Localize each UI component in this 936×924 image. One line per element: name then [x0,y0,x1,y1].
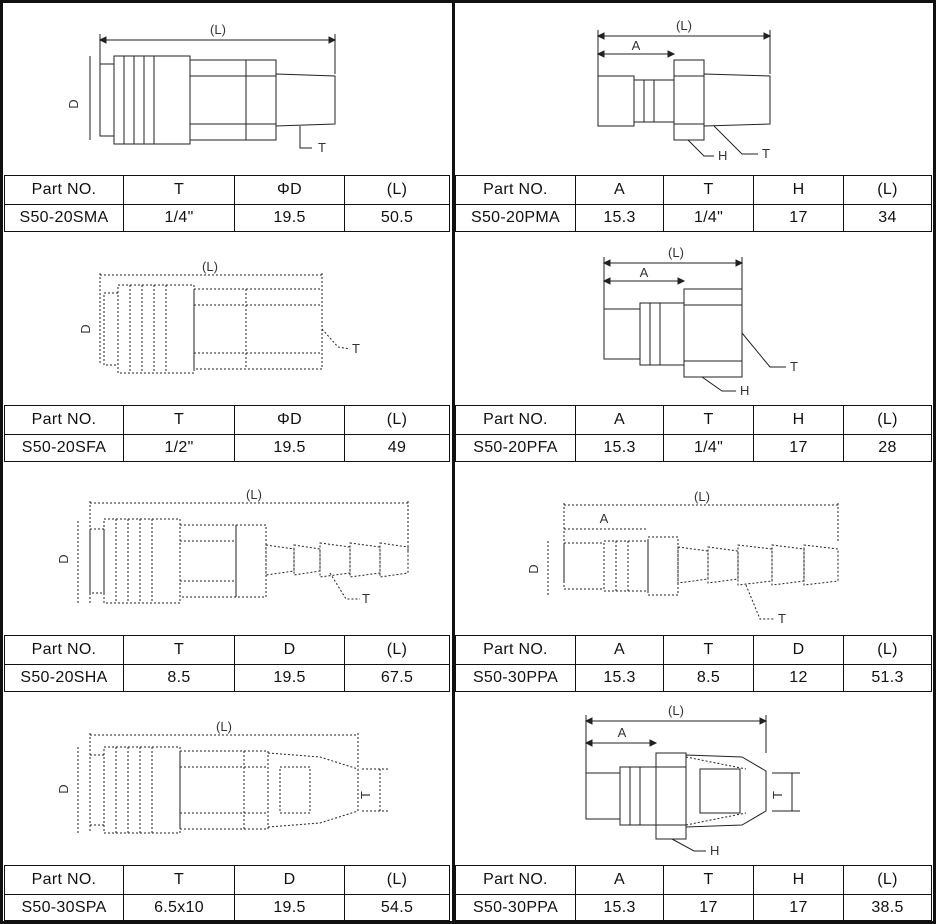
dim-d-label: D [78,324,93,334]
dim-a-label: A [631,38,641,53]
value-cell: 1/4" [663,204,754,232]
header-cell: T [663,635,754,665]
dim-d-label: D [56,554,71,564]
value-cell: 15.3 [575,664,664,692]
dim-t-label: T [778,611,786,626]
value-cell: 54.5 [344,894,450,921]
header-cell: T [123,405,235,435]
header-cell: Part NO. [455,865,576,895]
header-cell: T [123,865,235,895]
header-cell: A [575,175,664,205]
dim-a-label: A [639,265,649,280]
header-cell: Part NO. [455,635,576,665]
value-cell: 28 [843,434,932,462]
header-cell: (L) [843,635,932,665]
value-cell: 38.5 [843,894,932,921]
column-divider [452,0,455,924]
header-cell: Part NO. [455,175,576,205]
header-cell: (L) [344,865,450,895]
dim-t-label: T [352,341,360,356]
dim-d-label: D [56,784,71,794]
value-cell: 19.5 [234,434,345,462]
header-cell: H [753,405,844,435]
header-cell: (L) [344,635,450,665]
header-cell: Part NO. [4,865,124,895]
dim-h-label: H [710,843,720,858]
header-cell: (L) [843,405,932,435]
value-cell: 8.5 [123,664,235,692]
header-cell: A [575,865,664,895]
dim-t-label: T [358,791,373,799]
drawing-s50-30spa [4,693,450,865]
dim-d-label: D [66,99,81,109]
drawing-s50-20sma [4,4,450,174]
dim-t-label: T [762,146,770,161]
value-cell: 15.3 [575,434,664,462]
value-cell: S50-30PPA [455,894,576,921]
value-cell: 15.3 [575,894,664,921]
dim-l-label: (L) [216,719,232,734]
value-cell: 12 [753,664,844,692]
dim-t-label: T [790,359,798,374]
value-cell: S50-30PPA [455,664,576,692]
value-cell: S50-20PMA [455,204,576,232]
drawing-s50-20pfa [456,233,932,405]
header-cell: H [753,175,844,205]
value-cell: 50.5 [344,204,450,232]
value-cell: 1/2" [123,434,235,462]
header-cell: D [234,635,345,665]
value-cell: 51.3 [843,664,932,692]
value-cell: 1/4" [663,434,754,462]
header-cell: T [663,175,754,205]
value-cell: 67.5 [344,664,450,692]
value-cell: 19.5 [234,894,345,921]
value-cell: S50-20SMA [4,204,124,232]
header-cell: Part NO. [4,635,124,665]
header-cell: (L) [344,405,450,435]
header-cell: Part NO. [4,175,124,205]
value-cell: 19.5 [234,204,345,232]
value-cell: S50-20PFA [455,434,576,462]
header-cell: D [753,635,844,665]
dim-t-label: T [770,791,785,799]
drawing-s50-30ppa [456,463,932,635]
header-cell: T [123,175,235,205]
value-cell: 15.3 [575,204,664,232]
value-cell: S50-30SPA [4,894,124,921]
value-cell: S50-20SFA [4,434,124,462]
header-cell: H [753,865,844,895]
header-cell: (L) [843,865,932,895]
dim-l-label: (L) [202,259,218,274]
drawing-s50-30ppa-2 [456,693,932,865]
header-cell: Part NO. [4,405,124,435]
header-cell: T [123,635,235,665]
value-cell: 8.5 [663,664,754,692]
value-cell: 17 [663,894,754,921]
header-cell: (L) [344,175,450,205]
dim-l-label: (L) [676,18,692,33]
dim-t-label: T [318,140,326,155]
header-cell: A [575,405,664,435]
header-cell: ΦD [234,405,345,435]
dim-h-label: H [740,383,750,398]
value-cell: 19.5 [234,664,345,692]
dim-l-label: (L) [668,703,684,718]
header-cell: Part NO. [455,405,576,435]
value-cell: 6.5x10 [123,894,235,921]
header-cell: A [575,635,664,665]
dim-d-label: D [526,564,541,574]
header-cell: T [663,865,754,895]
value-cell: 49 [344,434,450,462]
dim-l-label: (L) [668,245,684,260]
dim-a-label: A [617,725,627,740]
dim-l-label: (L) [246,487,262,502]
header-cell: D [234,865,345,895]
value-cell: 17 [753,434,844,462]
dim-l-label: (L) [210,22,226,37]
value-cell: 1/4" [123,204,235,232]
header-cell: T [663,405,754,435]
dim-t-label: T [362,591,370,606]
dim-l-label: (L) [694,489,710,504]
drawing-s50-20pma [456,4,932,174]
header-cell: (L) [843,175,932,205]
value-cell: 17 [753,204,844,232]
dim-h-label: H [718,148,728,163]
header-cell: ΦD [234,175,345,205]
drawing-s50-20sha [4,463,450,635]
value-cell: S50-20SHA [4,664,124,692]
value-cell: 34 [843,204,932,232]
drawing-s50-20sfa [4,233,450,405]
value-cell: 17 [753,894,844,921]
dim-a-label: A [599,511,609,526]
